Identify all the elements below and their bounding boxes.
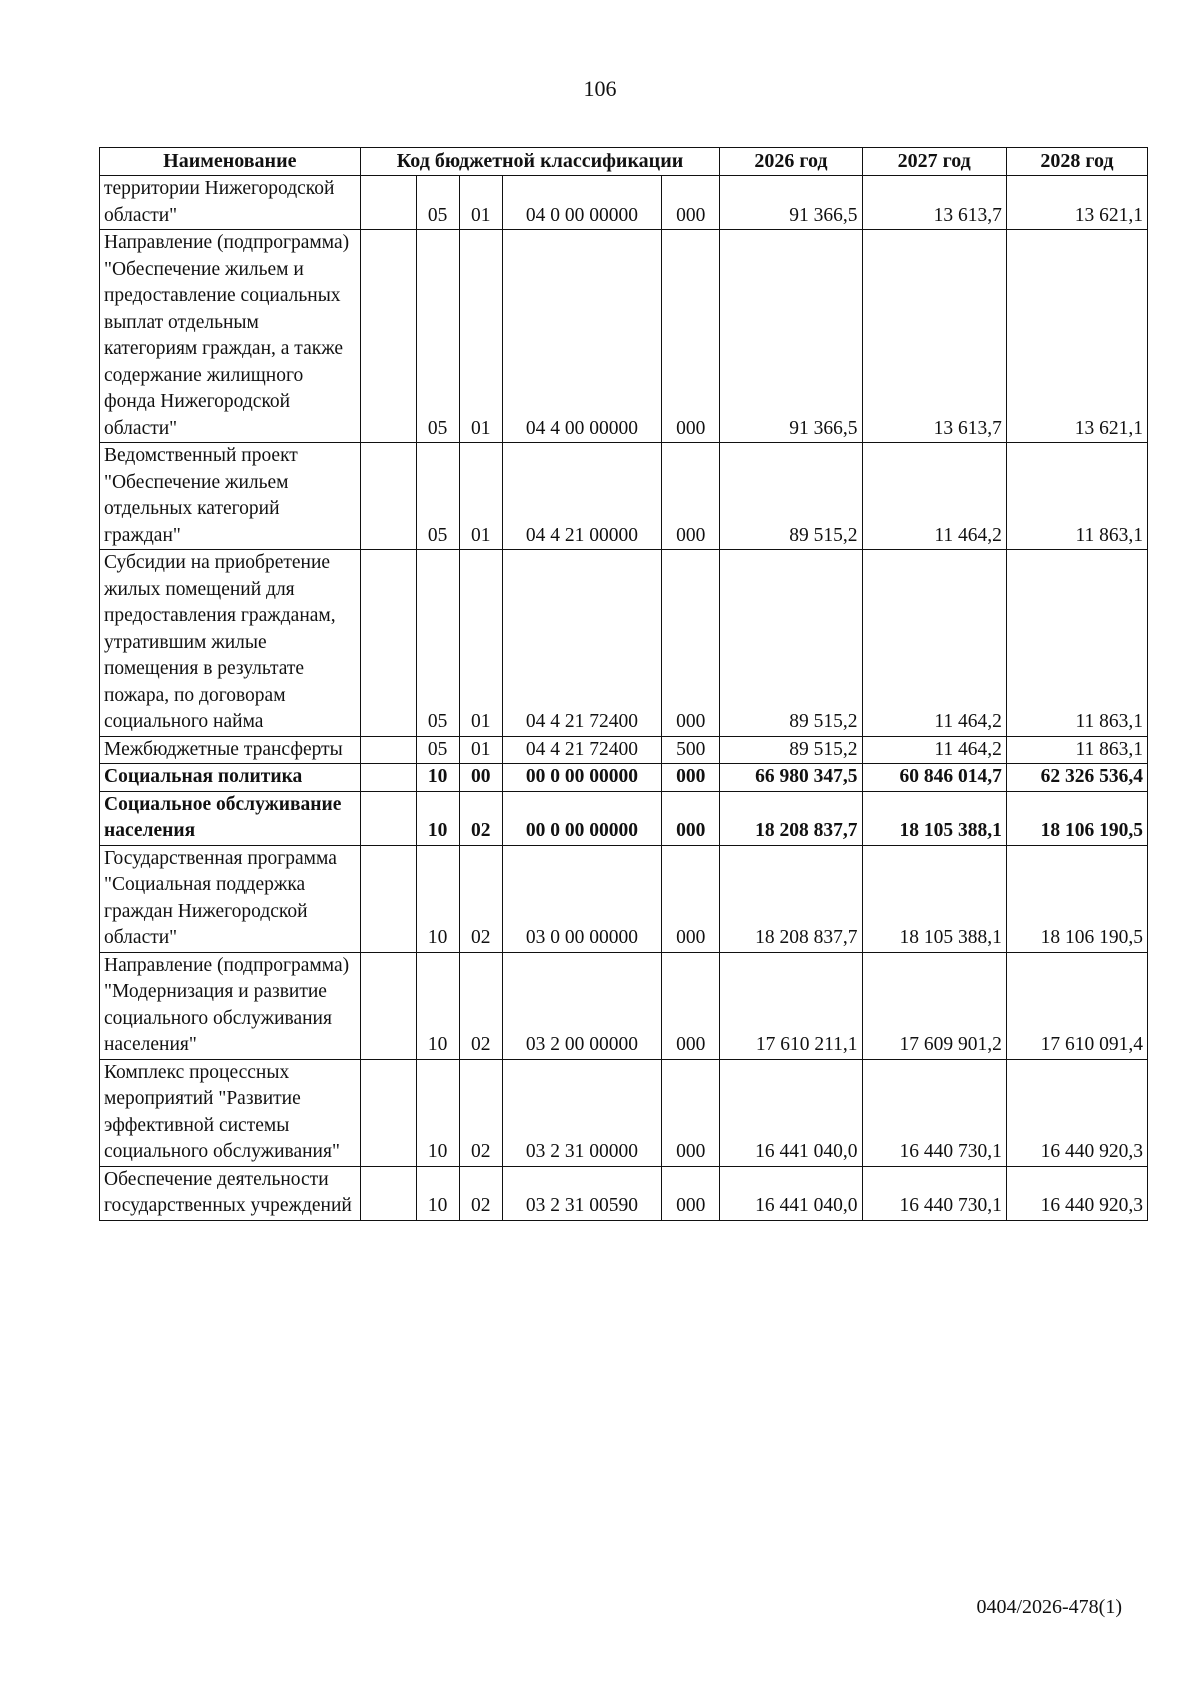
amount-2026: 66 980 347,5 xyxy=(720,764,862,792)
subsection-code: 02 xyxy=(459,845,502,952)
subsection-code: 01 xyxy=(459,443,502,550)
row-name: Комплекс процессных мероприятий "Развитие эффективной системы социального обслуживания" xyxy=(100,1059,361,1166)
target-article-code: 04 4 21 00000 xyxy=(502,443,661,550)
target-article-code: 00 0 00 00000 xyxy=(502,764,661,792)
empty-cell xyxy=(360,550,416,737)
table-row xyxy=(100,1059,1148,1166)
target-article-code: 03 0 00 00000 xyxy=(502,845,661,952)
empty-cell xyxy=(360,791,416,845)
subsection-code: 00 xyxy=(459,764,502,792)
empty-cell xyxy=(360,443,416,550)
amount-2027: 60 846 014,7 xyxy=(862,764,1006,792)
amount-2026: 91 366,5 xyxy=(720,176,862,230)
amount-2028: 11 863,1 xyxy=(1006,443,1147,550)
amount-2027: 13 613,7 xyxy=(862,176,1006,230)
subsection-code: 01 xyxy=(459,230,502,443)
row-name: Субсидии на приобретение жилых помещений для предоставления гражданам, утратившим жилые помещения в результате пожара, по договорам социального найма xyxy=(100,550,361,737)
amount-2028: 18 106 190,5 xyxy=(1006,791,1147,845)
budget-table xyxy=(99,147,1148,1221)
target-article-code: 04 4 21 72400 xyxy=(502,736,661,764)
expense-type-code: 000 xyxy=(662,1166,720,1220)
amount-2026: 18 208 837,7 xyxy=(720,845,862,952)
amount-2028: 16 440 920,3 xyxy=(1006,1166,1147,1220)
header-2027: 2027 год xyxy=(862,148,1006,176)
row-name: Государственная программа "Социальная поддержка граждан Нижегородской области" xyxy=(100,845,361,952)
table-row xyxy=(100,845,1148,952)
amount-2026: 91 366,5 xyxy=(720,230,862,443)
expense-type-code: 000 xyxy=(662,791,720,845)
amount-2027: 16 440 730,1 xyxy=(862,1059,1006,1166)
header-name: Наименование xyxy=(100,148,361,176)
subsection-code: 02 xyxy=(459,1059,502,1166)
amount-2027: 17 609 901,2 xyxy=(862,952,1006,1059)
empty-cell xyxy=(360,736,416,764)
header-2026: 2026 год xyxy=(720,148,862,176)
amount-2026: 16 441 040,0 xyxy=(720,1059,862,1166)
amount-2027: 11 464,2 xyxy=(862,736,1006,764)
amount-2027: 11 464,2 xyxy=(862,443,1006,550)
amount-2028: 13 621,1 xyxy=(1006,176,1147,230)
amount-2026: 18 208 837,7 xyxy=(720,791,862,845)
row-name: Направление (подпрограмма) "Модернизация и развитие социального обслуживания населения" xyxy=(100,952,361,1059)
target-article-code: 04 4 21 72400 xyxy=(502,550,661,737)
empty-cell xyxy=(360,952,416,1059)
empty-cell xyxy=(360,1166,416,1220)
target-article-code: 04 4 00 00000 xyxy=(502,230,661,443)
section-code: 05 xyxy=(416,736,459,764)
section-code: 10 xyxy=(416,764,459,792)
page-number: 106 xyxy=(583,76,617,101)
table-row-subsection-total xyxy=(100,791,1148,845)
amount-2027: 11 464,2 xyxy=(862,550,1006,737)
expense-type-code: 000 xyxy=(662,952,720,1059)
amount-2026: 89 515,2 xyxy=(720,443,862,550)
expense-type-code: 000 xyxy=(662,550,720,737)
section-code: 05 xyxy=(416,550,459,737)
amount-2027: 16 440 730,1 xyxy=(862,1166,1006,1220)
expense-type-code: 000 xyxy=(662,230,720,443)
table-row xyxy=(100,736,1148,764)
section-code: 10 xyxy=(416,952,459,1059)
subsection-code: 02 xyxy=(459,952,502,1059)
amount-2028: 13 621,1 xyxy=(1006,230,1147,443)
row-name: Социальное обслуживание населения xyxy=(100,791,361,845)
section-code: 10 xyxy=(416,845,459,952)
header-2028: 2028 год xyxy=(1006,148,1147,176)
expense-type-code: 500 xyxy=(662,736,720,764)
row-name: Социальная политика xyxy=(100,764,361,792)
section-code: 05 xyxy=(416,443,459,550)
section-code: 10 xyxy=(416,791,459,845)
subsection-code: 01 xyxy=(459,736,502,764)
amount-2026: 16 441 040,0 xyxy=(720,1166,862,1220)
header-row xyxy=(100,148,1148,176)
table-row xyxy=(100,443,1148,550)
row-name: территории Нижегородской области" xyxy=(100,176,361,230)
expense-type-code: 000 xyxy=(662,443,720,550)
target-article-code: 03 2 00 00000 xyxy=(502,952,661,1059)
amount-2027: 18 105 388,1 xyxy=(862,791,1006,845)
target-article-code: 03 2 31 00000 xyxy=(502,1059,661,1166)
amount-2026: 89 515,2 xyxy=(720,736,862,764)
empty-cell xyxy=(360,176,416,230)
expense-type-code: 000 xyxy=(662,1059,720,1166)
amount-2028: 62 326 536,4 xyxy=(1006,764,1147,792)
table-row xyxy=(100,230,1148,443)
amount-2028: 17 610 091,4 xyxy=(1006,952,1147,1059)
table-row xyxy=(100,952,1148,1059)
expense-type-code: 000 xyxy=(662,176,720,230)
section-code: 10 xyxy=(416,1059,459,1166)
empty-cell xyxy=(360,1059,416,1166)
subsection-code: 01 xyxy=(459,176,502,230)
empty-cell xyxy=(360,230,416,443)
row-name: Ведомственный проект "Обеспечение жильем отдельных категорий граждан" xyxy=(100,443,361,550)
amount-2028: 16 440 920,3 xyxy=(1006,1059,1147,1166)
subsection-code: 02 xyxy=(459,791,502,845)
section-code: 10 xyxy=(416,1166,459,1220)
target-article-code: 03 2 31 00590 xyxy=(502,1166,661,1220)
expense-type-code: 000 xyxy=(662,764,720,792)
amount-2028: 11 863,1 xyxy=(1006,736,1147,764)
amount-2028: 11 863,1 xyxy=(1006,550,1147,737)
row-name: Обеспечение деятельности государственных учреждений xyxy=(100,1166,361,1220)
row-name: Направление (подпрограмма) "Обеспечение жильем и предоставление социальных выплат отдельным категориям граждан, а также содержание жилищного фонда Нижегородской области" xyxy=(100,230,361,443)
target-article-code: 04 0 00 00000 xyxy=(502,176,661,230)
table-row-section-total xyxy=(100,764,1148,792)
table-row xyxy=(100,1166,1148,1220)
amount-2027: 18 105 388,1 xyxy=(862,845,1006,952)
amount-2028: 18 106 190,5 xyxy=(1006,845,1147,952)
empty-cell xyxy=(360,764,416,792)
header-code: Код бюджетной классификации xyxy=(360,148,720,176)
table-row xyxy=(100,550,1148,737)
expense-type-code: 000 xyxy=(662,845,720,952)
table-row xyxy=(100,176,1148,230)
amount-2026: 17 610 211,1 xyxy=(720,952,862,1059)
section-code: 05 xyxy=(416,230,459,443)
row-name: Межбюджетные трансферты xyxy=(100,736,361,764)
amount-2027: 13 613,7 xyxy=(862,230,1006,443)
document-code: 0404/2026-478(1) xyxy=(976,1596,1122,1618)
amount-2026: 89 515,2 xyxy=(720,550,862,737)
subsection-code: 01 xyxy=(459,550,502,737)
empty-cell xyxy=(360,845,416,952)
target-article-code: 00 0 00 00000 xyxy=(502,791,661,845)
subsection-code: 02 xyxy=(459,1166,502,1220)
section-code: 05 xyxy=(416,176,459,230)
